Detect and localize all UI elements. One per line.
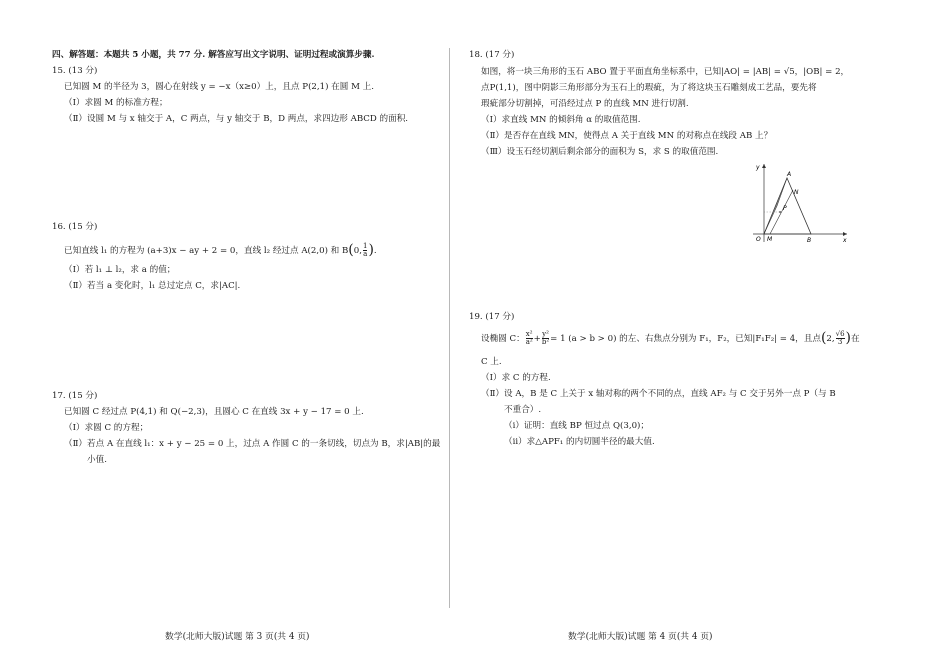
- q17-stem: 已知圆 C 经过点 P(4,1) 和 Q(−2,3)，且圆心 C 在直线 3x + y − 17 = 0 上.: [64, 407, 364, 417]
- fraction-1-over-a: [363, 243, 367, 258]
- q19-sub2: （ⅱ）求△APF₁ 的内切圆半径的最大值.: [504, 437, 655, 447]
- right-page: [455, 0, 950, 672]
- frac-b2: b²: [541, 338, 550, 346]
- q18-stem-line3: 瑕疵部分切割掉，可沿经过点 P 的直线 MN 进行切割.: [481, 99, 689, 109]
- point-m-label: M: [767, 236, 773, 243]
- x-axis-label: x: [843, 237, 847, 244]
- q19-stem-line2: C 上.: [481, 357, 502, 367]
- frac-x2: x²: [525, 330, 533, 338]
- triangle-abo: [764, 178, 811, 234]
- q19-part2b: 不重合）.: [504, 405, 542, 415]
- point-n-label: N: [794, 189, 799, 196]
- fraction-sqrt6-3: [836, 331, 845, 346]
- point-p-label: P: [783, 205, 787, 212]
- frac-num: 1: [362, 242, 368, 250]
- paren-close-2: ): [845, 330, 852, 346]
- q19-point-x: 2,: [826, 334, 835, 344]
- frac-sqrt6: √6: [835, 330, 845, 338]
- q19-stem-prefix: 设椭圆 C：: [481, 334, 525, 344]
- q16-part1: （Ⅰ）若 l₁ ⊥ l₂，求 a 的值；: [64, 265, 176, 275]
- q16-stem-text: 已知直线 l₁ 的方程为 (a+3)x − ay + 2 = 0，直线 l₂ 经过点 A(2,0) 和 B: [64, 246, 349, 256]
- q16-number: 16. (15 分): [52, 222, 98, 232]
- q19-stem: [481, 331, 860, 346]
- q19-stem-middle: = 1 (a > b > 0) 的左、右焦点分别为 F₁，F₂，已知|F₁F₂| = 4，且点: [550, 334, 821, 344]
- frac-a2: a²: [525, 338, 533, 346]
- q19-part1: （Ⅰ）求 C 的方程.: [481, 373, 551, 383]
- q15-part2: （Ⅱ）设圆 M 与 x 轴交于 A，C 两点，与 y 轴交于 B，D 两点，求四边形 ABCD 的面积.: [64, 114, 409, 124]
- y-axis-label: y: [756, 164, 760, 171]
- paren-open-2: (: [820, 330, 827, 346]
- y-axis-arrow: [762, 164, 766, 168]
- page-divider: [449, 48, 450, 608]
- q19-stem-suffix: 在: [851, 334, 860, 344]
- q17-part2a: （Ⅱ）若点 A 在直线 l₁：x + y − 25 = 0 上，过点 A 作圆 C 的一条切线，切点为 B，求|AB|的最: [64, 439, 441, 449]
- q18-stem-line1: 如图，将一块三角形的玉石 ABO 置于平面直角坐标系中，已知|AO| = |AB| = √5，|OB| = 2，: [481, 67, 850, 77]
- section-header: 四、解答题：本题共 5 小题，共 77 分. 解答应写出文字说明、证明过程或演算步骤.: [52, 50, 375, 60]
- q18-part2: （Ⅱ）是否存在直线 MN，使得点 A 关于直线 MN 的对称点在线段 AB 上？: [481, 131, 773, 141]
- q18-number: 18. (17 分): [469, 50, 515, 60]
- page-3-footer: 数学(北师大版)试题 第 3 页(共 4 页): [165, 632, 310, 642]
- frac-y2: y²: [542, 330, 549, 338]
- q19-number: 19. (17 分): [469, 312, 515, 322]
- frac-3: 3: [837, 338, 843, 346]
- q16-stem: [64, 243, 377, 258]
- q17-part1: （Ⅰ）求圆 C 的方程；: [64, 423, 149, 433]
- plus-sign: +: [533, 334, 541, 344]
- q16-part2: （Ⅱ）若当 a 变化时，l₁ 总过定点 C，求|AC|.: [64, 281, 241, 291]
- q18-part1: （Ⅰ）求直线 MN 的倾斜角 α 的取值范围.: [481, 115, 641, 125]
- q15-stem: 已知圆 M 的半径为 3，圆心在射线 y = −x（x≥0）上，且点 P(2,1) 在圆 M 上.: [64, 82, 374, 92]
- q17-number: 17. (15 分): [52, 391, 98, 401]
- point-b-label: B: [807, 237, 812, 244]
- paren-close: ): [368, 242, 374, 258]
- q18-figure: [743, 158, 853, 248]
- q19-part2a: （Ⅱ）设 A，B 是 C 上关于 x 轴对称的两个不同的点，直线 AF₂ 与 C 交于另外一点 P（与 B: [481, 389, 836, 399]
- q15-part1: （Ⅰ）求圆 M 的标准方程；: [64, 98, 168, 108]
- frac-den: a: [363, 250, 368, 258]
- q16-period: .: [373, 246, 377, 256]
- point-a-label: A: [787, 171, 792, 178]
- q16-point-b: 0,: [353, 246, 362, 256]
- q19-sub1: （ⅰ）证明：直线 BP 恒过点 Q(3,0)；: [504, 421, 649, 431]
- fraction-x2-a2: [526, 331, 533, 346]
- x-axis-arrow: [843, 232, 847, 236]
- q17-part2b: 小值.: [87, 455, 107, 465]
- origin-label: O: [756, 236, 761, 243]
- q15-number: 15. (13 分): [52, 66, 98, 76]
- paren-open: (: [348, 242, 354, 258]
- q18-part3: （Ⅲ）设玉石经切割后剩余部分的面积为 S，求 S 的取值范围.: [481, 147, 719, 157]
- page-4-footer: 数学(北师大版)试题 第 4 页(共 4 页): [568, 632, 713, 642]
- fraction-y2-b2: [542, 331, 549, 346]
- q18-stem-line2: 点P(1,1)，图中阴影三角形部分为玉石上的瑕疵，为了将这块玉石雕刻成工艺品，要先将: [481, 83, 817, 93]
- left-page: [0, 0, 450, 672]
